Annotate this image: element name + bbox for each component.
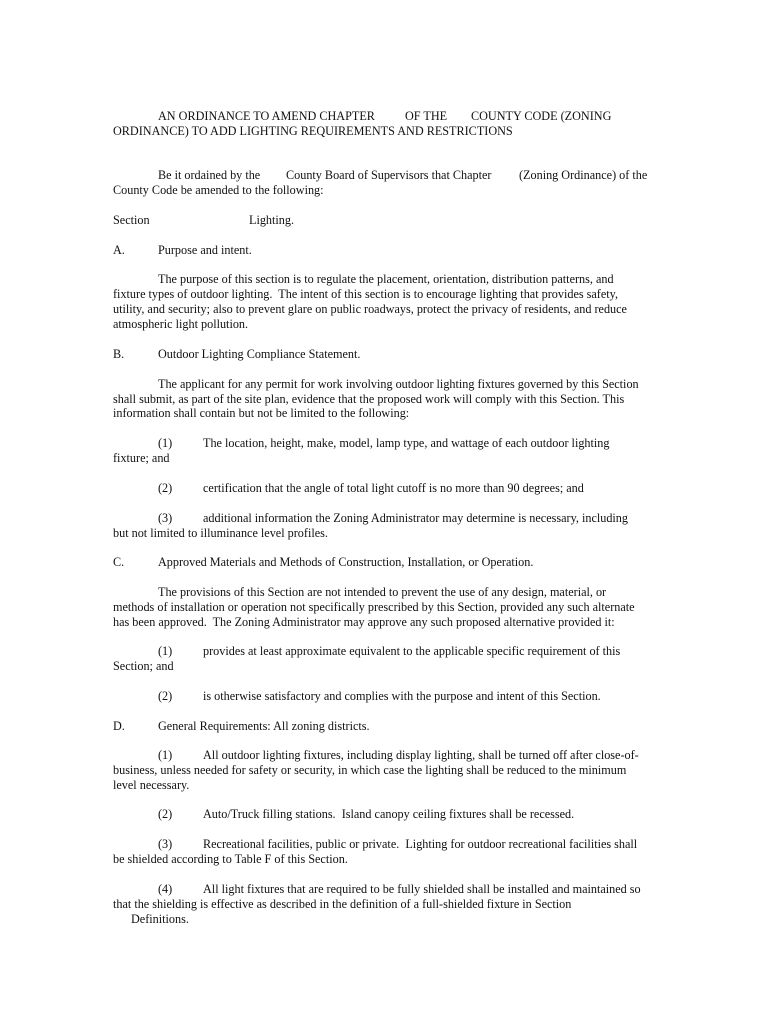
title-part-3: COUNTY CODE (ZONING bbox=[471, 109, 612, 123]
paragraph-line: The purpose of this section is to regulate the placement, orientation, distribution patterns, and bbox=[158, 272, 614, 286]
subsection-letter: A. bbox=[113, 243, 125, 257]
list-item-text: additional information the Zoning Administrator may determine is necessary, including bbox=[203, 511, 628, 525]
list-item-text: The location, height, make, model, lamp type, and wattage of each outdoor lighting bbox=[203, 436, 610, 450]
paragraph-line: utility, and security; also to prevent glare on public roadways, protect the privacy of residents, and reduce bbox=[113, 302, 627, 316]
list-item-text: certification that the angle of total light cutoff is no more than 90 degrees; and bbox=[203, 481, 584, 495]
enactment-part-3: (Zoning Ordinance) of the bbox=[519, 168, 648, 182]
subsection-letter: C. bbox=[113, 555, 125, 569]
list-item-number: (3) bbox=[158, 837, 173, 851]
list-item-number: (1) bbox=[158, 748, 173, 762]
list-item-number: (1) bbox=[158, 436, 173, 450]
section-label: Section bbox=[113, 213, 150, 227]
list-item-number: (2) bbox=[158, 807, 173, 821]
list-item-text: Definitions. bbox=[131, 912, 189, 926]
list-item-number: (4) bbox=[158, 882, 173, 896]
paragraph-line: has been approved. The Zoning Administrator may approve any such proposed alternative provided it: bbox=[113, 615, 615, 629]
list-item-text: All light fixtures that are required to be fully shielded shall be installed and maintained so bbox=[203, 882, 641, 896]
list-item-text: that the shielding is effective as described in the definition of a full-shielded fixture in Section bbox=[113, 897, 572, 911]
paragraph-line: methods of installation or operation not specifically prescribed by this Section, provided any such alternate bbox=[113, 600, 635, 614]
list-item-number: (2) bbox=[158, 689, 173, 703]
list-item-text: level necessary. bbox=[113, 778, 190, 792]
list-item-text: All outdoor lighting fixtures, including display lighting, shall be turned off after close-of- bbox=[203, 748, 639, 762]
list-item-text: Recreational facilities, public or private. Lighting for outdoor recreational facilities shall bbox=[203, 837, 638, 851]
list-item-number: (2) bbox=[158, 481, 173, 495]
subsection-letter: B. bbox=[113, 347, 125, 361]
enactment-part-2: County Board of Supervisors that Chapter bbox=[286, 168, 492, 182]
section-name: Lighting. bbox=[249, 213, 295, 227]
paragraph-line: atmospheric light pollution. bbox=[113, 317, 249, 331]
title-line-2: ORDINANCE) TO ADD LIGHTING REQUIREMENTS AND RESTRICTIONS bbox=[113, 124, 513, 138]
list-item-text: is otherwise satisfactory and complies with the purpose and intent of this Section. bbox=[203, 689, 601, 703]
list-item-text: be shielded according to Table F of this Section. bbox=[113, 852, 348, 866]
paragraph-line: The provisions of this Section are not intended to prevent the use of any design, material, or bbox=[158, 585, 607, 599]
enactment-part-1: Be it ordained by the bbox=[158, 168, 261, 182]
list-item-text: Section; and bbox=[113, 659, 174, 673]
paragraph-line: shall submit, as part of the site plan, evidence that the proposed work will comply with this Section. This bbox=[113, 392, 625, 406]
title-part-2: OF THE bbox=[405, 109, 448, 123]
list-item-text: provides at least approximate equivalent to the applicable specific requirement of this bbox=[203, 644, 621, 658]
subsection-heading: General Requirements: All zoning districts. bbox=[158, 719, 370, 733]
subsection-heading: Approved Materials and Methods of Construction, Installation, or Operation. bbox=[158, 555, 534, 569]
title-part-1: AN ORDINANCE TO AMEND CHAPTER bbox=[158, 109, 375, 123]
list-item-number: (1) bbox=[158, 644, 173, 658]
list-item-text: Auto/Truck filling stations. Island canopy ceiling fixtures shall be recessed. bbox=[203, 807, 575, 821]
subsection-heading: Purpose and intent. bbox=[158, 243, 252, 257]
list-item-number: (3) bbox=[158, 511, 173, 525]
list-item-text: but not limited to illuminance level profiles. bbox=[113, 526, 328, 540]
subsection-letter: D. bbox=[113, 719, 125, 733]
enactment-line-2: County Code be amended to the following: bbox=[113, 183, 324, 197]
paragraph-line: information shall contain but not be limited to the following: bbox=[113, 406, 410, 420]
list-item-text: business, unless needed for safety or security, in which case the lighting shall be reduced to the minimum bbox=[113, 763, 627, 777]
paragraph-line: fixture types of outdoor lighting. The intent of this section is to encourage lighting that provides safety, bbox=[113, 287, 619, 301]
paragraph-line: The applicant for any permit for work involving outdoor lighting fixtures governed by this Section bbox=[158, 377, 639, 391]
list-item-text: fixture; and bbox=[113, 451, 170, 465]
subsection-heading: Outdoor Lighting Compliance Statement. bbox=[158, 347, 361, 361]
